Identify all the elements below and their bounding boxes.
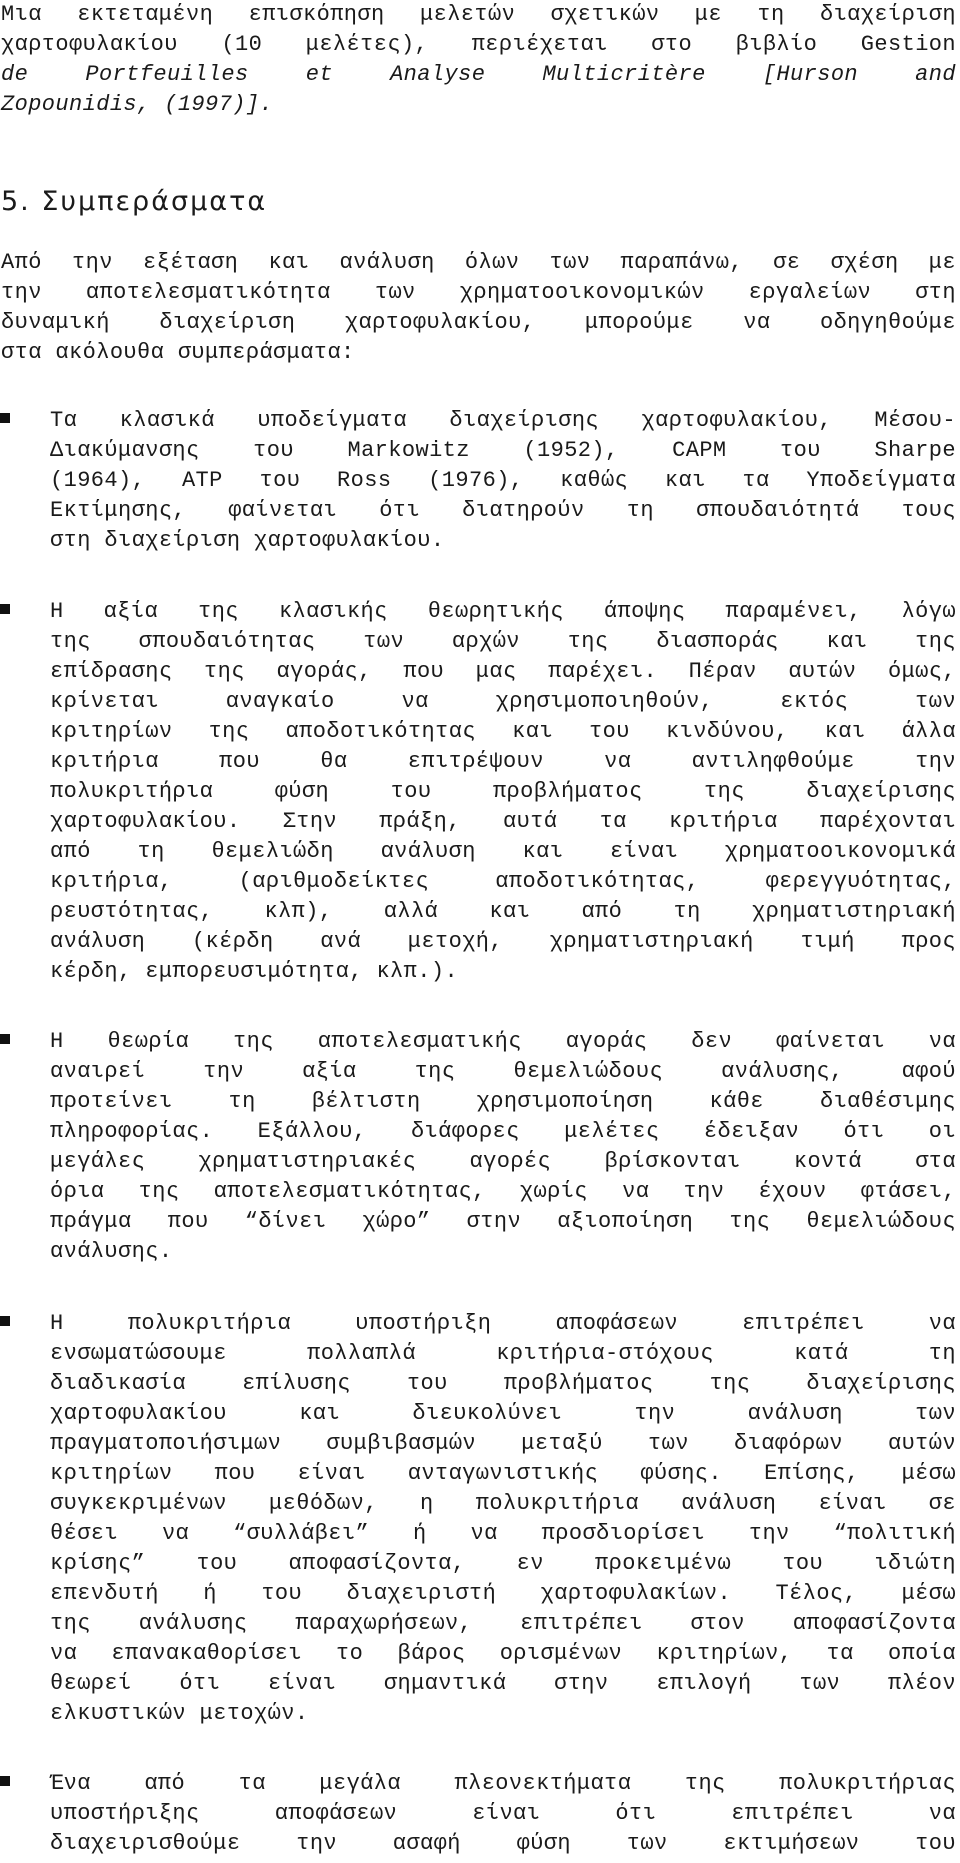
text-line: στα ακόλουθα συμπεράσματα:	[1, 340, 355, 365]
text-line: Εκτίμησης, φαίνεται ότι διατηρούν τη σπουδαιότητά τους	[50, 498, 956, 523]
text-line: Από την εξέταση και ανάλυση όλων των παραπάνω, σε σχέση με	[1, 250, 956, 275]
text-line: κέρδη, εμπορευσιμότητα, κλπ.).	[50, 959, 459, 984]
text-line: πραγματοποιήσιμων συμβιβασμών μεταξύ των διαφόρων αυτών	[50, 1431, 956, 1456]
text-line: Μια εκτεταμένη επισκόπηση μελετών σχετικών με τη διαχείριση	[1, 2, 956, 27]
text-line: κριτήρια, (αριθμοδείκτες αποδοτικότητας, φερεγγυότητας,	[50, 869, 956, 894]
bullet-item-5	[50, 1769, 956, 1859]
text-line: μεγάλες χρηματιστηριακές αγορές βρίσκονται κοντά στα	[50, 1149, 956, 1174]
text-line	[1, 30, 956, 60]
bullet-item-4	[50, 1309, 956, 1729]
text-line: κριτηρίων της αποδοτικότητας και του κινδύνου, και άλλα	[50, 719, 956, 744]
bullet-marker	[0, 1776, 10, 1786]
text-line: χαρτοφυλακίου και διευκολύνει την ανάλυση των	[50, 1401, 956, 1426]
text-line: της σπουδαιότητας των αρχών της διασποράς και της	[50, 629, 956, 654]
text-line: κρίνεται αναγκαίο να χρησιμοποιηθούν, εκτός των	[50, 689, 956, 714]
text-line: Η πολυκριτήρια υποστήριξη αποφάσεων επιτρέπει να	[50, 1311, 956, 1336]
text-line: αναιρεί την αξία της θεμελιώδους ανάλυσης, αφού	[50, 1059, 956, 1084]
text-line: Η θεωρία της αποτελεσματικής αγοράς δεν φαίνεται να	[50, 1029, 956, 1054]
text-line: Τα κλασικά υποδείγματα διαχείρισης χαρτοφυλακίου, Μέσου-	[50, 408, 956, 433]
bullet-item-3	[50, 1027, 956, 1267]
text-line: de Portfeuilles et Analyse Multicritère [Hurson and	[1, 62, 956, 87]
bullet-marker	[0, 1316, 10, 1326]
text-line: της ανάλυσης παραχωρήσεων, επιτρέπει στον αποφασίζοντα	[50, 1611, 956, 1636]
text-line: από τη θεμελιώδη ανάλυση και είναι χρηματοοικονομικά	[50, 839, 956, 864]
text-line: ενσωματώσουμε πολλαπλά κριτήρια-στόχους κατά τη	[50, 1341, 956, 1366]
text-line: πληροφορίας. Εξάλλου, διάφορες μελέτες έδειξαν ότι οι	[50, 1119, 956, 1144]
text-line: όρια της αποτελεσματικότητας, χωρίς να την έχουν φτάσει,	[50, 1179, 956, 1204]
text-line: ελκυστικών μετοχών.	[50, 1701, 309, 1726]
section-heading: 5. Συμπεράσματα	[1, 186, 268, 217]
text-line: Διακύμανσης του Markowitz (1952), CAPM του Sharpe	[50, 438, 956, 463]
bullet-item-1	[50, 406, 956, 556]
intro-paragraph	[1, 0, 956, 120]
text-line: συγκεκριμένων μεθόδων, η πολυκριτήρια ανάλυση είναι σε	[50, 1491, 956, 1516]
text-line: θέσει να “συλλάβει” ή να προσδιορίσει την “πολιτική	[50, 1521, 956, 1546]
text-line: ανάλυσης.	[50, 1239, 173, 1264]
text-line: προτείνει τη βέλτιστη χρησιμοποίηση κάθε διαθέσιμης	[50, 1089, 956, 1114]
text-line: διαχειρισθούμε την ασαφή φύση των εκτιμήσεων του	[50, 1831, 956, 1856]
text-line: υποστήριξης αποφάσεων είναι ότι επιτρέπει να	[50, 1801, 956, 1826]
text-line: δυναμική διαχείριση χαρτοφυλακίου, μπορούμε να οδηγηθούμε	[1, 310, 956, 335]
text-line: επίδρασης της αγοράς, που μας παρέχει. Πέραν αυτών όμως,	[50, 659, 956, 684]
bullet-marker	[0, 1034, 10, 1044]
text-line: την αποτελεσματικότητα των χρηματοοικονομικών εργαλείων στη	[1, 280, 956, 305]
text-line: κρίσης” του αποφασίζοντα, εν προκειμένω του ιδιώτη	[50, 1551, 956, 1576]
text-line: στη διαχείριση χαρτοφυλακίου.	[50, 528, 445, 553]
text-line: διαδικασία επίλυσης του προβλήματος της διαχείρισης	[50, 1371, 956, 1396]
text-line: ρευστότητας, κλπ), αλλά και από τη χρηματιστηριακή	[50, 899, 956, 924]
text-line: κριτήρια που θα επιτρέψουν να αντιληφθούμε την	[50, 749, 956, 774]
text-line: πράγμα που “δίνει χώρο” στην αξιοποίηση της θεμελιώδους	[50, 1209, 956, 1234]
conclusion-intro-paragraph	[1, 248, 956, 368]
text-line: θεωρεί ότι είναι σημαντικά στην επιλογή των πλέον	[50, 1671, 956, 1696]
text-line: (1964), ATP του Ross (1976), καθώς και τα Υποδείγματα	[50, 468, 956, 493]
text-line: να επανακαθορίσει το βάρος ορισμένων κριτηρίων, τα οποία	[50, 1641, 956, 1666]
text-line: ανάλυση (κέρδη ανά μετοχή, χρηματιστηριακή τιμή προς	[50, 929, 956, 954]
bullet-marker	[0, 604, 10, 614]
text-line: επενδυτή ή του διαχειριστή χαρτοφυλακίων. Τέλος, μέσω	[50, 1581, 956, 1606]
text-line: πολυκριτήρια φύση του προβλήματος της διαχείρισης	[50, 779, 956, 804]
text-line: Η αξία της κλασικής θεωρητικής άποψης παραμένει, λόγω	[50, 599, 956, 624]
text-line: κριτηρίων που είναι ανταγωνιστικής φύσης. Επίσης, μέσω	[50, 1461, 956, 1486]
text-line: Zopounidis, (1997)].	[1, 92, 274, 117]
text-line: χαρτοφυλακίου. Στην πράξη, αυτά τα κριτήρια παρέχονται	[50, 809, 956, 834]
bullet-marker	[0, 413, 10, 423]
text-line-content: χαρτοφυλακίου (10 μελέτες), περιέχεται στο βιβλίο Gestion	[1, 32, 956, 57]
bullet-item-2	[50, 597, 956, 987]
text-line: Ένα από τα μεγάλα πλεονεκτήματα της πολυκριτήριας	[50, 1771, 956, 1796]
